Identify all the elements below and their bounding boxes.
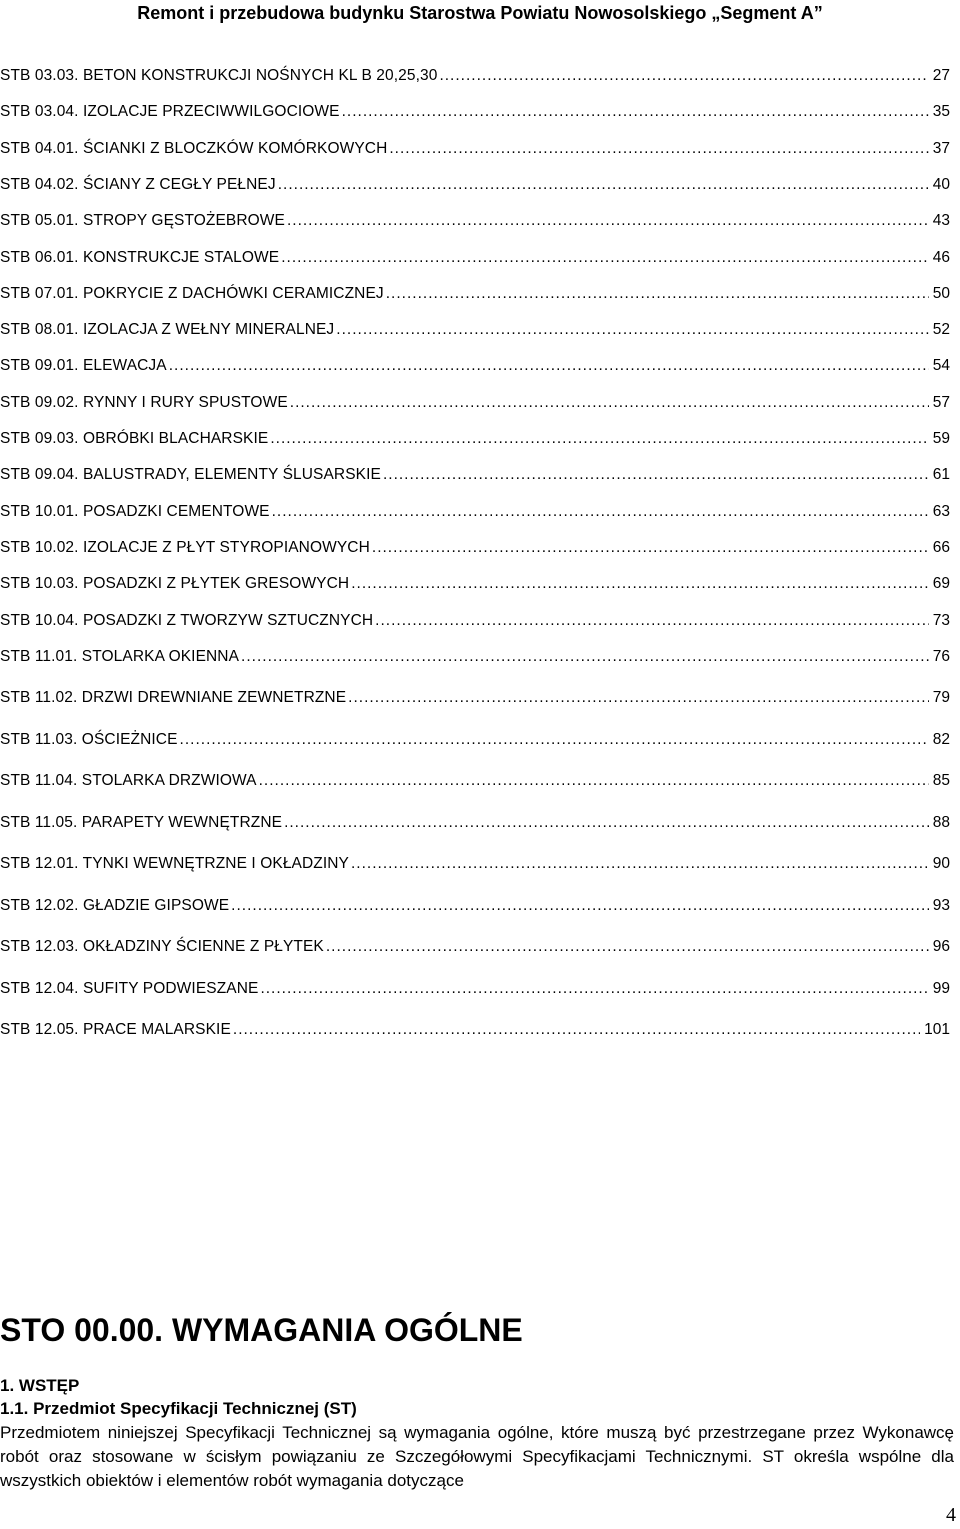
toc-entry-page: 99 [932,979,950,997]
toc-leader-dots [233,1020,920,1040]
toc-entry-label: STB 12.01. TYNKI WEWNĘTRZNE I OKŁADZINY [0,855,349,873]
toc-leader-dots [439,66,928,86]
toc-entry-label: STB 11.04. STOLARKA DRZWIOWA [0,772,257,790]
toc-leader-dots [290,393,929,413]
header-title: Remont i przebudowa budynku Starostwa Powiatu Nowosolskiego „Segment A” [137,3,823,23]
toc-entry-label: STB 10.03. POSADZKI Z PŁYTEK GRESOWYCH [0,575,350,593]
toc-entry[interactable] [0,1012,950,1040]
section-title: STO 00.00. WYMAGANIA OGÓLNE [0,1312,523,1348]
toc-entry-page: 63 [932,502,950,520]
toc-entry-page: 57 [932,393,950,411]
toc-entry-label: STB 11.05. PARAPETY WEWNĘTRZNE [0,813,283,831]
toc-entry[interactable] [0,929,950,957]
toc-leader-dots [272,502,929,522]
toc-leader-dots [383,465,929,485]
toc-entry[interactable] [0,805,950,833]
toc-entry-label: STB 12.05. PRACE MALARSKIE [0,1021,231,1039]
toc-entry-label: STB 10.04. POSADZKI Z TWORZYW SZTUCZNYCH [0,611,374,629]
toc-leader-dots [180,730,929,750]
toc-entry-label: STB 09.02. RYNNY I RURY SPUSTOWE [0,393,288,411]
toc-entry[interactable] [0,457,950,485]
toc-entry-page: 61 [932,466,950,484]
toc-entry-label: STB 10.01. POSADZKI CEMENTOWE [0,502,270,520]
toc-leader-dots [386,284,929,304]
toc-entry[interactable] [0,530,950,558]
toc-entry[interactable] [0,348,950,376]
toc-entry[interactable] [0,312,950,340]
toc-entry-page: 54 [932,357,950,375]
toc-entry-label: STB 03.03. BETON KONSTRUKCJI NOŚNYCH KL B 20,25,30 [0,67,438,84]
toc-leader-dots [259,771,929,791]
toc-entry[interactable] [0,58,950,86]
toc-entry-label: STB 07.01. POKRYCIE Z DACHÓWKI CERAMICZNEJ [0,284,384,302]
toc-entry-label: STB 12.03. OKŁADZINY ŚCIENNE Z PŁYTEK [0,938,324,956]
toc-entry-label: STB 11.03. OŚCIEŻNICE [0,730,178,748]
toc-entry-page: 76 [932,647,950,665]
toc-entry-page: 35 [932,103,950,121]
toc-leader-dots [270,429,928,449]
toc-entry-page: 50 [932,284,950,302]
toc-entry-page: 69 [932,575,950,593]
toc-entry-page: 40 [932,175,950,193]
toc-entry-page: 79 [932,689,950,707]
toc-entry-label: STB 05.01. STROPY GĘSTOŻEBROWE [0,212,285,230]
toc-entry-page: 73 [932,611,950,629]
toc-entry-label: STB 11.01. STOLARKA OKIENNA [0,647,240,665]
toc-leader-dots [336,320,928,340]
toc-entry[interactable] [0,276,950,304]
toc-entry[interactable] [0,846,950,874]
toc-entry-page: 59 [932,430,950,447]
toc-entry-label: STB 10.02. IZOLACJE Z PŁYT STYROPIANOWYCH [0,538,370,556]
toc-entry[interactable] [0,603,950,631]
toc-leader-dots [231,896,929,916]
toc-entry[interactable] [0,94,950,122]
toc-entry-page: 90 [932,855,950,873]
toc-leader-dots [342,102,929,122]
toc-entry-page: 82 [932,730,950,748]
toc-leader-dots [375,611,929,631]
toc-entry-page: 101 [924,1021,950,1039]
toc-leader-dots [348,688,929,708]
toc-entry-page: 46 [932,248,950,266]
toc-entry-page: 43 [932,212,950,230]
toc-leader-dots [278,175,929,195]
toc-leader-dots [284,813,929,833]
body-paragraph: Przedmiotem niniejszej Specyfikacji Technicznej są wymagania ogólne, które muszą być przestrzegane przez Wykonawcę robót oraz stosowane w ścisłym powiązaniu ze Szczegółowymi Specyfikacjami Technicznymi. ST określa wspólne dla wszystkich obiektów i elementów robót wymagania dotyczące [0,1423,954,1490]
section-heading-wstep: 1. WSTĘP [0,1376,80,1395]
toc-entry[interactable] [0,763,950,791]
toc-leader-dots [326,937,929,957]
toc-entry-page: 52 [932,321,950,339]
toc-leader-dots [351,574,929,594]
toc-leader-dots [351,854,929,874]
page-number: 4 [946,1504,956,1526]
toc-entry[interactable] [0,494,950,522]
toc-entry-label: STB 09.03. OBRÓBKI BLACHARSKIE [0,430,269,447]
toc-entry[interactable] [0,639,950,667]
toc-leader-dots [281,248,929,268]
toc-entry-page: 66 [932,538,950,556]
toc-entry[interactable] [0,680,950,708]
toc-entry[interactable] [0,971,950,999]
toc-entry-label: STB 12.02. GŁADZIE GIPSOWE [0,896,230,914]
toc-entry[interactable] [0,421,950,449]
toc-entry-page: 27 [932,67,950,84]
toc-entry-label: STB 04.02. ŚCIANY Z CEGŁY PEŁNEJ [0,175,276,193]
toc-leader-dots [287,211,929,231]
toc-entry[interactable] [0,385,950,413]
toc-entry-page: 37 [932,139,950,157]
toc-entry[interactable] [0,888,950,916]
toc-entry[interactable] [0,131,950,159]
toc-entry-page: 85 [932,772,950,790]
toc-entry-label: STB 04.01. ŚCIANKI Z BLOCZKÓW KOMÓRKOWYCH [0,139,388,157]
toc-leader-dots [241,647,929,667]
toc-entry-label: STB 12.04. SUFITY PODWIESZANE [0,979,259,997]
toc-entry-page: 88 [932,813,950,831]
subsection-heading: 1.1. Przedmiot Specyfikacji Technicznej (ST) [0,1399,357,1418]
toc-entry-label: STB 03.04. IZOLACJE PRZECIWWILGOCIOWE [0,103,340,121]
toc-entry-label: STB 09.04. BALUSTRADY, ELEMENTY ŚLUSARSKIE [0,466,381,484]
toc-entry-label: STB 08.01. IZOLACJA Z WEŁNY MINERALNEJ [0,321,335,339]
toc-entry-label: STB 11.02. DRZWI DREWNIANE ZEWNETRZNE [0,689,347,707]
toc-entry-page: 96 [932,938,950,956]
toc-leader-dots [372,538,929,558]
document-header [0,0,960,24]
toc-entry[interactable] [0,167,950,195]
toc-entry-label: STB 09.01. ELEWACJA [0,357,167,375]
toc-entry[interactable] [0,203,950,231]
toc-entry-label: STB 06.01. KONSTRUKCJE STALOWE [0,248,280,266]
toc-entry[interactable] [0,566,950,594]
toc-entry[interactable] [0,722,950,750]
toc-entry[interactable] [0,240,950,268]
toc-entry-page: 93 [932,896,950,914]
toc-leader-dots [260,979,928,999]
toc-leader-dots [169,356,929,376]
toc-leader-dots [389,139,928,159]
